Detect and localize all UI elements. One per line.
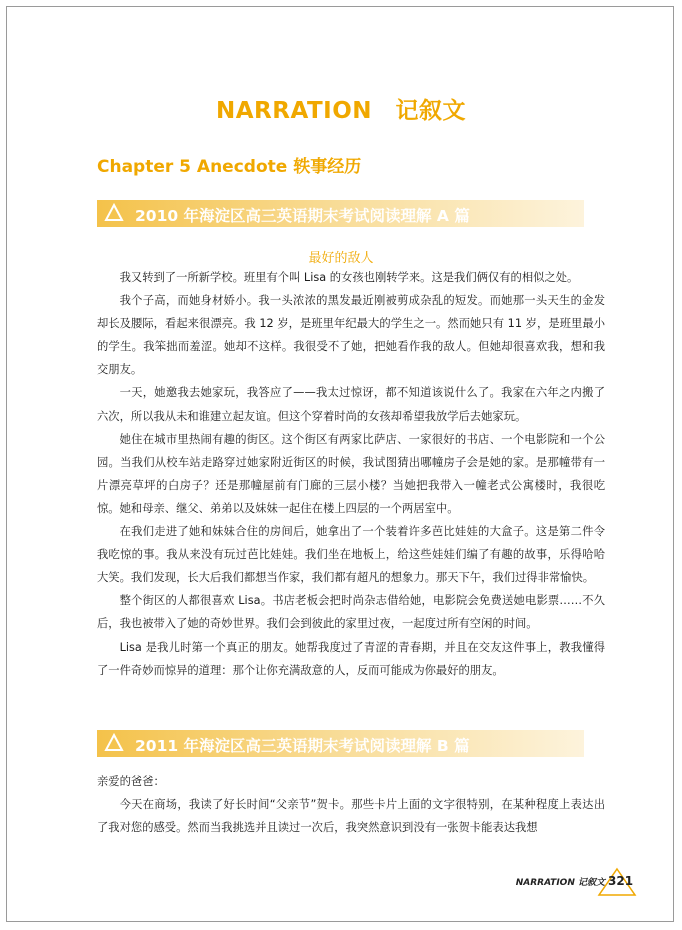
section-b-body [97, 770, 605, 839]
section-a-banner [97, 200, 584, 227]
story-title: 最好的敌人 [308, 251, 374, 266]
section-a-heading: 2010 年海淀区高三英语期末考试阅读理解 A 篇 [135, 207, 470, 225]
letter-greeting: 亲爱的爸爸： [97, 775, 165, 788]
section-b-heading: 2011 年海淀区高三英语期末考试阅读理解 B 篇 [135, 737, 470, 755]
chapter-heading: Chapter 5 Anecdote 轶事经历 [97, 157, 362, 177]
section-a-body [97, 266, 605, 682]
paragraph: 在我们走进了她和妹妹合住的房间后，她拿出了一个装着许多芭比娃娃的大盒子。这是第二件令我吃惊的事。我从来没有玩过芭比娃娃。我们坐在地板上，给这些娃娃们编了有趣的故事，乐得哈哈大笑。我们发现，长大后我们都想当作家，我们都有超凡的想象力。那天下午，我们过得非常愉快。 [97, 525, 605, 585]
paragraph: 整个街区的人都很喜欢 Lisa。书店老板会把时尚杂志借给她，电影院会免费送她电影票……不久后，我也被带入了她的奇妙世界。我们会到彼此的家里过夜，一起度过所有空闲的时间。 [97, 594, 605, 631]
paragraph: 我个子高，而她身材娇小。我一头浓浓的黑发最近刚被剪成杂乱的短发。而她那一头天生的金发却长及腰际，看起来很漂亮。我 12 岁，是班里年纪最大的学生之一。然而她只有 11 岁，是班里最小的学生。我笨拙而羞涩。她却不这样。我很受不了她，把她看作我的敌人。但她却很喜欢我，想和我交朋友。 [97, 294, 605, 377]
page-title: NARRATION 记叙文 [215, 98, 467, 124]
footer-label: NARRATION 记叙文 [515, 878, 605, 888]
paragraph: 她住在城市里热闹有趣的街区。这个街区有两家比萨店、一家很好的书店、一个电影院和一个公园。当我们从校车站走路穿过她家附近街区的时候，我试图猜出哪幢房子会是她的家。是那幢带有一片漂亮草坪的白房子？还是那幢屋前有门廊的三层小楼？当她把我带入一幢老式公寓楼时，我很吃惊。她和母亲、继父、弟弟以及妹妹一起住在楼上四层的一个两居室中。 [97, 432, 605, 515]
triangle-outline-icon [104, 203, 124, 223]
triangle-outline-icon [104, 733, 124, 753]
paragraph: 一天，她邀我去她家玩，我答应了——我太过惊讶，都不知道该说什么了。我家在六年之内搬了六次，所以我从未和谁建立起友谊。但这个穿着时尚的女孩却希望我放学后去她家玩。 [97, 386, 605, 423]
page-number: 321 [608, 874, 634, 888]
paragraph: 我又转到了一所新学校。班里有个叫 Lisa 的女孩也刚转学来。这是我们俩仅有的相似之处。 [119, 271, 579, 284]
page-footer [0, 865, 682, 905]
section-b-banner [97, 730, 584, 757]
paragraph: Lisa 是我儿时第一个真正的朋友。她帮我度过了青涩的青春期，并且在交友这件事上，教我懂得了一件奇妙而惊异的道理：那个让你充满敌意的人，反而可能成为你最好的朋友。 [97, 640, 605, 677]
paragraph: 今天在商场，我读了好长时间“父亲节”贺卡。那些卡片上面的文字很特别，在某种程度上表达出了我对您的感受。然而当我挑选并且读过一次后，我突然意识到没有一张贺卡能表达我想 [97, 798, 605, 835]
